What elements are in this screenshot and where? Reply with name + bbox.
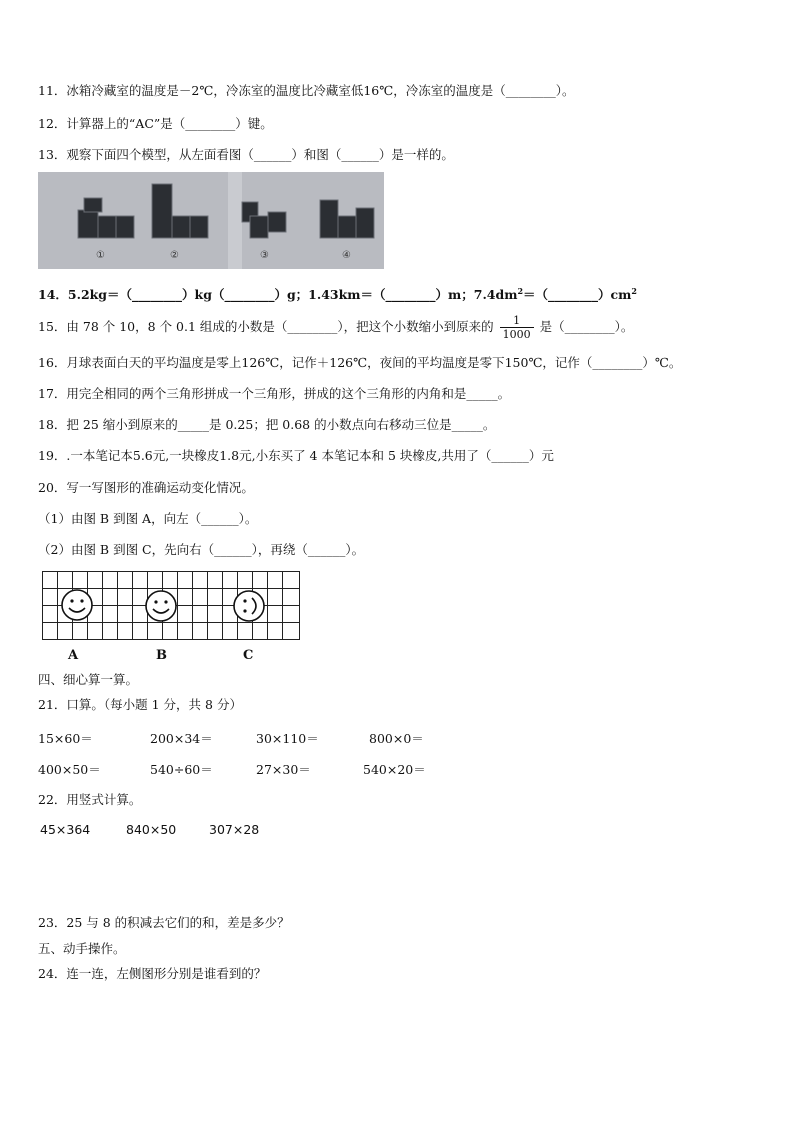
q14-sup: 2 <box>517 286 524 296</box>
q15-part-a: 15．由 78 个 10，8 个 0.1 组成的小数是（________），把这个小数缩小到原来的 <box>38 319 494 334</box>
question-13: 13．观察下面四个模型，从左面看图（______）和图（______）是一样的。 <box>38 147 454 162</box>
model-label-2: ② <box>170 250 179 261</box>
vertical-calc-2: 840×50 <box>126 822 177 837</box>
model-label-3: ③ <box>260 250 269 261</box>
block-models-image <box>38 172 384 269</box>
question-18: 18．把 25 缩小到原来的_____是 0.25；把 0.68 的小数点向右移动三位是_____。 <box>38 417 496 432</box>
model-label-1: ① <box>96 250 105 261</box>
question-14 <box>38 283 637 303</box>
grid-label-b: B <box>156 648 167 663</box>
oral-calc-1-3: 30×110＝ <box>256 731 319 746</box>
section-5-heading: 五、动手操作。 <box>38 941 126 956</box>
grid-label-a: A <box>68 648 79 663</box>
oral-calc-1-2: 200×34＝ <box>150 731 213 746</box>
question-17: 17．用完全相同的两个三角形拼成一个三角形，拼成的这个三角形的内角和是_____。 <box>38 386 511 401</box>
oral-calc-1-4: 800×0＝ <box>369 731 424 746</box>
question-15 <box>38 314 633 341</box>
question-20-1: （1）由图 B 到图 A，向左（______）。 <box>38 511 258 526</box>
grid-figure <box>42 571 300 641</box>
movement-grid <box>42 571 300 645</box>
q14-part-b: ＝（________）cm <box>523 287 632 303</box>
question-12: 12．计算器上的“AC”是（________）键。 <box>38 116 273 131</box>
question-22: 22．用竖式计算。 <box>38 792 142 807</box>
q14-sup-2: 2 <box>631 286 637 296</box>
question-23: 23．25 与 8 的积减去它们的和，差是多少？ <box>38 915 290 930</box>
vertical-calc-3: 307×28 <box>209 822 260 837</box>
smiley-face-b <box>146 591 176 621</box>
q15-part-b: 是（________）。 <box>539 319 634 334</box>
model-label-4: ④ <box>342 250 351 261</box>
question-21: 21．口算。（每小题 1 分，共 8 分） <box>38 697 242 712</box>
question-19: 19．.一本笔记本5.6元,一块橡皮1.8元,小东买了 4 本笔记本和 5 块橡皮,共用了（______）元 <box>38 448 554 463</box>
oral-calc-2-3: 27×30＝ <box>256 762 311 777</box>
smiley-face-a <box>62 590 92 620</box>
oral-calc-2-2: 540÷60＝ <box>150 762 213 777</box>
question-24: 24．连一连，左侧图形分别是谁看到的？ <box>38 966 267 981</box>
oral-calc-2-1: 400×50＝ <box>38 762 101 777</box>
smiley-face-c <box>234 591 264 621</box>
question-20-2: （2）由图 B 到图 C，先向右（______），再绕（______）。 <box>38 542 365 557</box>
fraction-denominator: 1000 <box>502 328 531 341</box>
vertical-calc-1: 45×364 <box>40 822 91 837</box>
fraction-numerator: 1 <box>500 314 534 328</box>
block-models-photo <box>38 172 384 269</box>
oral-calc-1-1: 15×60＝ <box>38 731 93 746</box>
oral-calc-2-4: 540×20＝ <box>363 762 426 777</box>
fraction-1-1000 <box>500 314 534 341</box>
grid-label-c: C <box>243 648 254 663</box>
question-16: 16．月球表面白天的平均温度是零上126℃，记作＋126℃，夜间的平均温度是零下150℃，记作（________）℃。 <box>38 355 682 370</box>
q14-part-a: 14．5.2kg＝（________）kg（________）g；1.43km＝（________）m；7.4dm <box>38 287 518 303</box>
section-4-heading: 四、细心算一算。 <box>38 672 139 687</box>
question-20: 20．写一写图形的准确运动变化情况。 <box>38 480 254 495</box>
question-11: 11．冰箱冷藏室的温度是－2℃，冷冻室的温度比冷藏室低16℃，冷冻室的温度是（________）。 <box>38 83 575 98</box>
